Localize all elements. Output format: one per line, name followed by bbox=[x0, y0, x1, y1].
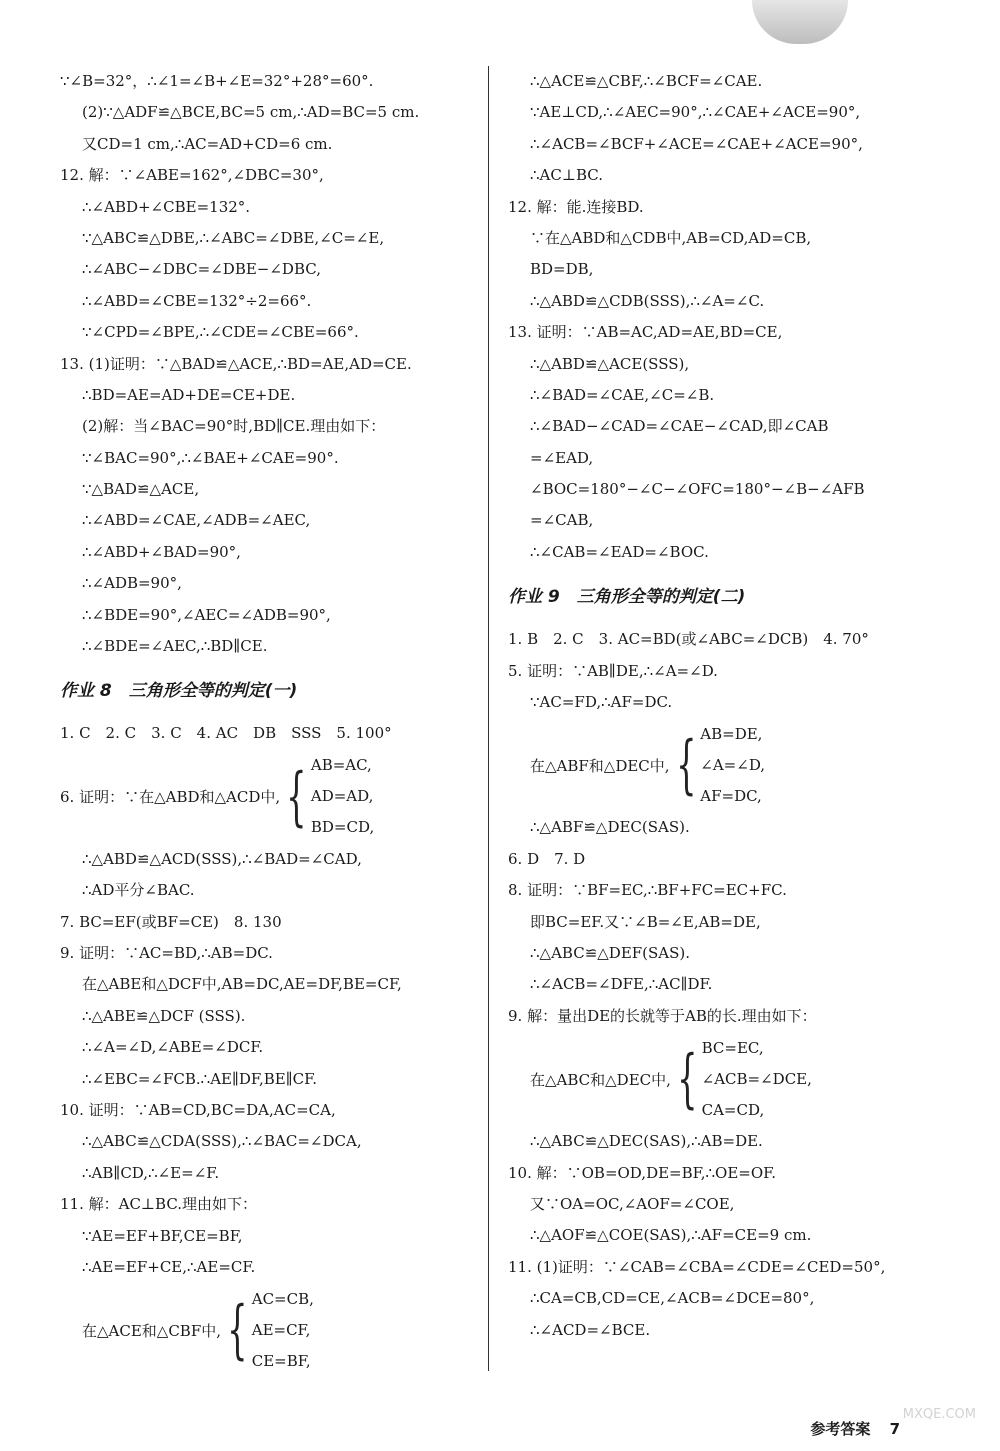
text-line: ∴△ABD≌△ACE(SSS), bbox=[530, 354, 690, 373]
text-line: ∴△ABD≌△ACD(SSS),∴∠BAD=∠CAD, bbox=[82, 849, 362, 868]
text-line: 即BC=EF.又∵∠B=∠E,AB=DE, bbox=[530, 912, 761, 931]
text-line: (2)∵△ADF≌△BCE,BC=5 cm,∴AD=BC=5 cm. bbox=[82, 103, 420, 122]
text-line: ∴∠BDE=∠AEC,∴BD∥CE. bbox=[82, 637, 268, 656]
system-line: AE=CF, bbox=[251, 1320, 311, 1339]
system-prefix: 在△ACE和△CBF中, bbox=[82, 1321, 222, 1340]
text-line: 7. BC=EF(或BF=CE) 8. 130 bbox=[60, 912, 282, 931]
text-line: 1. C 2. C 3. C 4. AC DB SSS 5. 100° bbox=[60, 724, 392, 743]
text-line: ∵△ABC≌△DBE,∴∠ABC=∠DBE,∠C=∠E, bbox=[82, 228, 385, 247]
text-line: 在△ABE和△DCF中,AB=DC,AE=DF,BE=CF, bbox=[82, 975, 402, 994]
text-line: ∴△ABC≌△DEF(SAS). bbox=[530, 943, 691, 962]
equation-system bbox=[60, 1283, 480, 1377]
system-line: AB=DE, bbox=[700, 724, 763, 743]
equation-system bbox=[508, 718, 948, 812]
equation-system bbox=[508, 1032, 948, 1126]
text-line: ∴AB∥CD,∴∠E=∠F. bbox=[82, 1163, 220, 1182]
brace-icon: { bbox=[675, 728, 697, 803]
text-line: 13. (1)证明：∵△BAD≌△ACE,∴BD=AE,AD=CE. bbox=[60, 354, 412, 373]
text-line: 10. 证明：∵AB=CD,BC=DA,AC=CA, bbox=[60, 1100, 336, 1119]
system-line: CA=CD, bbox=[701, 1100, 765, 1119]
text-line: ∴△ABE≌△DCF (SSS). bbox=[82, 1006, 246, 1025]
text-line: ∴∠ABD=∠CBE=132°÷2=66°. bbox=[82, 291, 312, 310]
text-line: 13. 证明：∵AB=AC,AD=AE,BD=CE, bbox=[508, 323, 783, 342]
section-heading-8: 作业 8 三角形全等的判定(一) bbox=[60, 681, 298, 702]
equation-system bbox=[60, 750, 480, 844]
text-line: ∴△ABD≌△CDB(SSS),∴∠A=∠C. bbox=[530, 291, 765, 310]
text-line: 又∵OA=OC,∠AOF=∠COE, bbox=[530, 1194, 735, 1213]
text-line: 1. B 2. C 3. AC=BD(或∠ABC=∠DCB) 4. 70° bbox=[508, 630, 869, 649]
text-line: 11. (1)证明：∵∠CAB=∠CBA=∠CDE=∠CED=50°, bbox=[508, 1257, 886, 1276]
text-line: BD=DB, bbox=[530, 260, 594, 279]
text-line: ∵∠BAC=90°,∴∠BAE+∠CAE=90°. bbox=[82, 448, 339, 467]
text-line: 11. 解：AC⊥BC.理由如下： bbox=[60, 1195, 258, 1214]
text-line: ∵∠CPD=∠BPE,∴∠CDE=∠CBE=66°. bbox=[82, 323, 359, 342]
system-line: AC=CB, bbox=[251, 1289, 314, 1308]
text-line: 10. 解：∵OB=OD,DE=BF,∴OE=OF. bbox=[508, 1163, 776, 1182]
system-prefix: 在△ABF和△DEC中, bbox=[530, 756, 670, 775]
text-line: ∴△ABC≌△CDA(SSS),∴∠BAC=∠DCA, bbox=[82, 1132, 362, 1151]
text-line: (2)解：当∠BAC=90°时,BD∥CE.理由如下： bbox=[82, 417, 386, 436]
page-tab-decoration bbox=[752, 0, 848, 44]
system-line: ∠A=∠D, bbox=[700, 755, 766, 774]
text-line: ∴∠CAB=∠EAD=∠BOC. bbox=[530, 542, 709, 561]
system-line: CE=BF, bbox=[251, 1351, 311, 1370]
brace-icon: { bbox=[227, 1293, 248, 1368]
text-line: 5. 证明：∵AB∥DE,∴∠A=∠D. bbox=[508, 661, 718, 680]
text-line: ∴AD平分∠BAC. bbox=[82, 881, 195, 900]
text-line: ∵∠B=32°，∴∠1=∠B+∠E=32°+28°=60°. bbox=[60, 72, 374, 90]
text-line: ∴∠BAD=∠CAE,∠C=∠B. bbox=[530, 385, 715, 404]
text-line: ∴△AOF≌△COE(SAS),∴AF=CE=9 cm. bbox=[530, 1226, 812, 1245]
text-line: ∴∠A=∠D,∠ABE=∠DCF. bbox=[82, 1038, 264, 1057]
text-line: 12. 解：∵∠ABE=162°,∠DBC=30°, bbox=[60, 166, 324, 185]
text-line: ∴∠ACB=∠BCF+∠ACE=∠CAE+∠ACE=90°, bbox=[530, 134, 863, 153]
text-line: ∵AE⊥CD,∴∠AEC=90°,∴∠CAE+∠ACE=90°, bbox=[530, 103, 861, 122]
system-prefix: 在△ABC和△DEC中, bbox=[530, 1070, 671, 1089]
text-line: ∴∠ABD+∠CBE=132°. bbox=[82, 197, 251, 216]
text-line: ∴△ABC≌△DEC(SAS),∴AB=DE. bbox=[530, 1132, 763, 1151]
text-line: ∴∠EBC=∠FCB.∴AE∥DF,BE∥CF. bbox=[82, 1069, 317, 1088]
text-line: ∴∠ACB=∠DFE,∴AC∥DF. bbox=[530, 975, 713, 994]
text-line: ∴∠BDE=90°,∠AEC=∠ADB=90°, bbox=[82, 605, 331, 624]
text-line: ∴∠ABD=∠CAE,∠ADB=∠AEC, bbox=[82, 511, 311, 530]
page-number: 7 bbox=[889, 1420, 900, 1438]
text-line: 9. 解：量出DE的长就等于AB的长.理由如下： bbox=[508, 1006, 817, 1025]
watermark: MXQE.COM bbox=[902, 1407, 976, 1422]
section-heading-9: 作业 9 三角形全等的判定(二) bbox=[508, 587, 746, 608]
system-prefix: 6. 证明：∵在△ABD和△ACD中, bbox=[60, 788, 281, 807]
text-line: 又CD=1 cm,∴AC=AD+CD=6 cm. bbox=[82, 134, 333, 153]
system-line: BD=CD, bbox=[310, 818, 375, 837]
text-line: ∴∠ADB=90°, bbox=[82, 574, 182, 593]
text-line: ∴△ABF≌△DEC(SAS). bbox=[530, 818, 690, 837]
system-line: AD=AD, bbox=[310, 787, 374, 806]
text-line: ∵△BAD≌△ACE, bbox=[82, 480, 200, 499]
text-line: 8. 证明：∵BF=EC,∴BF+FC=EC+FC. bbox=[508, 881, 787, 900]
right-column bbox=[508, 66, 948, 1346]
text-line: ∴BD=AE=AD+DE=CE+DE. bbox=[82, 385, 296, 404]
text-line: ∠BOC=180°−∠C−∠OFC=180°−∠B−∠AFB bbox=[530, 480, 865, 499]
system-line: BC=EC, bbox=[701, 1038, 764, 1057]
brace-icon: { bbox=[286, 759, 307, 834]
text-line: ∴∠ABD+∠BAD=90°, bbox=[82, 542, 241, 561]
text-line: ∴∠ACD=∠BCE. bbox=[530, 1320, 651, 1339]
brace-icon: { bbox=[677, 1042, 698, 1117]
text-line: ∵AC=FD,∴AF=DC. bbox=[530, 693, 673, 712]
text-line: ∵AE=EF+BF,CE=BF, bbox=[82, 1226, 243, 1245]
text-line: 12. 解：能.连接BD. bbox=[508, 197, 644, 216]
text-line: ∵在△ABD和△CDB中,AB=CD,AD=CB, bbox=[530, 228, 812, 247]
text-line: =∠EAD, bbox=[530, 448, 594, 467]
system-line: ∠ACB=∠DCE, bbox=[701, 1069, 812, 1088]
column-divider bbox=[488, 66, 489, 1371]
text-line: ∴CA=CB,CD=CE,∠ACB=∠DCE=80°, bbox=[530, 1289, 815, 1308]
text-line: ∴AC⊥BC. bbox=[530, 166, 603, 185]
footer-label: 参考答案 bbox=[810, 1420, 871, 1438]
text-line: ∴∠BAD−∠CAD=∠CAE−∠CAD,即∠CAB bbox=[530, 417, 829, 436]
text-line: =∠CAB, bbox=[530, 511, 594, 530]
text-line: 6. D 7. D bbox=[508, 849, 586, 868]
text-line: ∴∠ABC−∠DBC=∠DBE−∠DBC, bbox=[82, 260, 321, 279]
system-line: AB=AC, bbox=[310, 756, 372, 775]
text-line: 9. 证明：∵AC=BD,∴AB=DC. bbox=[60, 943, 273, 962]
left-column bbox=[60, 66, 480, 1377]
text-line: ∴△ACE≌△CBF,∴∠BCF=∠CAE. bbox=[530, 72, 763, 90]
system-line: AF=DC, bbox=[700, 786, 762, 805]
text-line: ∴AE=EF+CE,∴AE=CF. bbox=[82, 1257, 256, 1276]
